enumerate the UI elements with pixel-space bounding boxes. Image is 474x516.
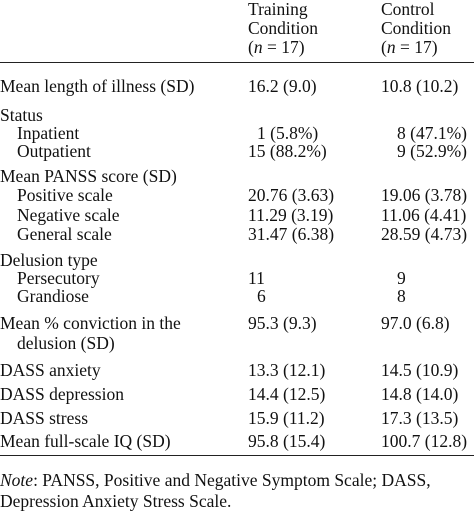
header-training: Training Condition (n = 17) xyxy=(248,0,319,57)
row-grandiose: Grandiose 6 8 xyxy=(17,286,406,306)
row-length-illness: Mean length of illness (SD) 16.2 (9.0) 10.8 (10.2) xyxy=(0,76,459,96)
row-iq: Mean full-scale IQ (SD) 95.8 (15.4) 100.7 (12.8) xyxy=(0,431,468,451)
row-dass-stress: DASS stress 15.9 (11.2) 17.3 (13.5) xyxy=(0,408,459,428)
row-delusion-type: Delusion type xyxy=(0,250,98,270)
row-general: General scale 31.47 (6.38) 28.59 (4.73) xyxy=(17,224,468,244)
row-positive: Positive scale 20.76 (3.63) 19.06 (3.78) xyxy=(17,185,468,205)
row-outpatient: Outpatient 15 (88.2%) 9 (52.9%) xyxy=(17,141,467,161)
table-note: Note: PANSS, Positive and Negative Symptom Scale; DASS, Depression Anxiety Stress Scale. xyxy=(0,470,431,511)
row-status: Status xyxy=(0,105,43,125)
header-rule xyxy=(0,62,474,63)
row-inpatient: Inpatient 1 (5.8%) 8 (47.1%) xyxy=(17,123,467,143)
row-dass-depression: DASS depression 14.4 (12.5) 14.8 (14.0) xyxy=(0,384,459,404)
row-conviction: Mean % conviction in the delusion (SD) 95.3 (9.3) 97.0 (6.8) xyxy=(0,313,450,353)
row-panss: Mean PANSS score (SD) xyxy=(0,166,177,186)
header-control: Control Condition (n = 17) xyxy=(381,0,452,57)
row-persecutory: Persecutory 11 9 xyxy=(17,268,406,288)
row-negative: Negative scale 11.29 (3.19) 11.06 (4.41) xyxy=(17,205,467,225)
footer-rule xyxy=(0,455,474,456)
row-dass-anxiety: DASS anxiety 13.3 (12.1) 14.5 (10.9) xyxy=(0,360,459,380)
